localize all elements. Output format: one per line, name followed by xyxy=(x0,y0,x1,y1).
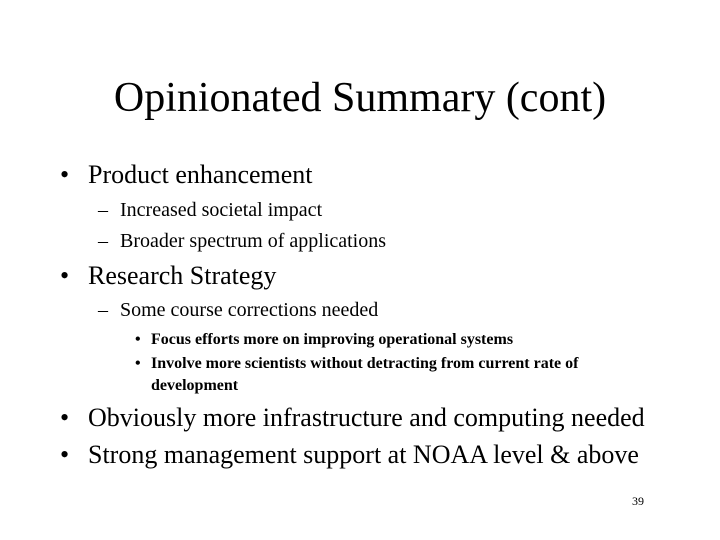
subbullet-text: Increased societal impact xyxy=(120,199,323,221)
dash-marker-icon: – xyxy=(98,199,108,221)
bullet-marker-icon: • xyxy=(60,160,70,189)
small-bullet-marker-icon: • xyxy=(135,355,141,372)
bullet-text: Obviously more infrastructure and computing needed xyxy=(88,403,645,432)
bullet-marker-icon: • xyxy=(60,403,70,432)
bullet-text: Research Strategy xyxy=(88,261,277,290)
slide-title: Opinionated Summary (cont) xyxy=(113,75,607,121)
small-bullet-marker-icon: • xyxy=(135,331,141,348)
third-level-text: Focus efforts more on improving operational systems xyxy=(151,331,514,348)
bullet-text: Product enhancement xyxy=(88,160,313,189)
dash-marker-icon: – xyxy=(98,230,108,252)
page-number: 39 xyxy=(632,494,644,508)
subbullet-text: Broader spectrum of applications xyxy=(120,230,387,252)
subbullet-text: Some course corrections needed xyxy=(120,299,379,321)
bullet-marker-icon: • xyxy=(60,261,70,290)
third-level-text: Involve more scientists without detracting from current rate of xyxy=(151,355,579,372)
bullet-text: Strong management support at NOAA level & above xyxy=(88,440,639,469)
third-level-text: development xyxy=(151,377,239,394)
dash-marker-icon: – xyxy=(98,299,108,321)
bullet-marker-icon: • xyxy=(60,440,70,469)
